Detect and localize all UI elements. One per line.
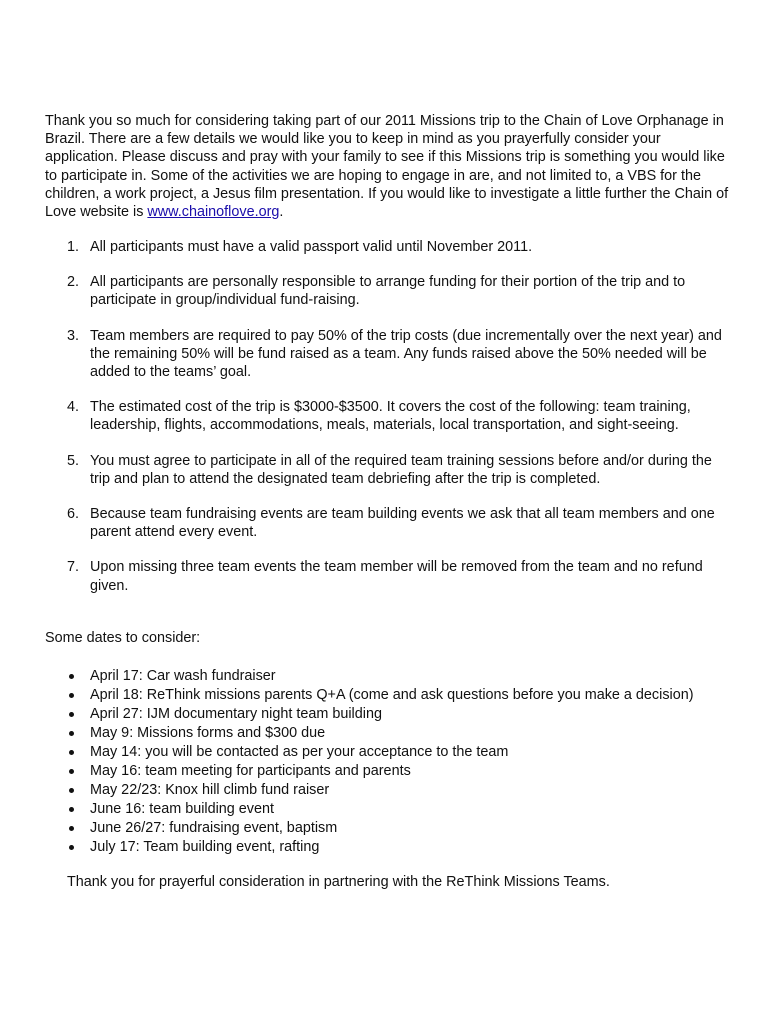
date-text: April 18: ReThink missions parents Q+A (come and ask questions before you make a decision) (90, 687, 694, 703)
date-text: May 9: Missions forms and $300 due (90, 725, 326, 741)
list-item (45, 800, 745, 819)
date-text: May 14: you will be contacted as per your acceptance to the team (90, 744, 509, 760)
item-number: 5. (67, 452, 80, 469)
closing-paragraph: Thank you for prayerful consideration in partnering with the ReThink Missions Teams. (67, 874, 610, 890)
item-number: 4. (67, 399, 80, 416)
list-item (45, 724, 745, 743)
list-item (45, 327, 735, 382)
item-text: All participants are personally responsible to arrange funding for their portion of the trip and to participate in group/individual fund-raising. (90, 274, 686, 309)
item-text: You must agree to participate in all of the required team training sessions before and/or during the trip and plan to attend the designated team debriefing after the trip is completed. (90, 452, 712, 487)
item-number: 1. (67, 239, 80, 255)
item-text: Team members are required to pay 50% of the trip costs (due incrementally over the next year) and the remaining 50% will be fund raised as a team. Any funds raised above the 50% needed will be added to the teams’ goal. (90, 327, 722, 381)
bullet-icon (69, 750, 74, 755)
list-item (45, 273, 735, 309)
bullet-icon (69, 769, 74, 774)
intro-text: Thank you so much for considering taking part of our 2011 Missions trip to the Chain of Love Orphanage in Brazil. There are a few details we would like you to keep in mind as you prayerfully consider your application. Please discuss and pray with your family to see if this Missions trip is something you would like to participate in. Some of the activities we are hoping to engage in are, and not limited to, a VBS for the children, a work project, a Jesus film presentation. If you would like to investigate a little further the Chain of Love website is (45, 113, 729, 221)
item-number: 6. (67, 506, 80, 523)
date-text: April 27: IJM documentary night team building (90, 706, 382, 722)
chain-of-love-link[interactable]: www.chainoflove.org (147, 204, 280, 221)
list-item (45, 505, 735, 541)
intro-paragraph (45, 112, 735, 221)
list-item (45, 686, 745, 705)
date-text: May 16: team meeting for participants and parents (90, 763, 411, 779)
list-item (45, 838, 745, 857)
bullet-icon (69, 788, 74, 793)
list-item (45, 762, 745, 781)
list-item (45, 743, 745, 762)
bullet-icon (69, 807, 74, 812)
bullet-icon (69, 731, 74, 736)
dates-heading: Some dates to consider: (45, 630, 201, 646)
item-text: Upon missing three team events the team member will be removed from the team and no refund given. (90, 559, 703, 594)
intro-text-end: . (279, 204, 284, 221)
bullet-icon (69, 826, 74, 831)
list-item (45, 398, 735, 434)
item-number: 7. (67, 559, 80, 576)
list-item (45, 558, 735, 594)
date-text: July 17: Team building event, rafting (90, 839, 320, 855)
bullet-icon (69, 693, 74, 698)
date-text: June 26/27: fundraising event, baptism (90, 820, 338, 836)
bullet-icon (69, 674, 74, 679)
date-text: June 16: team building event (90, 801, 275, 817)
item-text: The estimated cost of the trip is $3000-$3500. It covers the cost of the following: team training, leadership, flights, accommodations, meals, materials, local transportation, and sight-seeing. (90, 399, 691, 434)
requirements-list (45, 238, 735, 612)
bullet-icon (69, 845, 74, 850)
list-item (45, 819, 745, 838)
item-text: All participants must have a valid passport valid until November 2011. (90, 239, 533, 255)
item-number: 3. (67, 327, 80, 344)
date-text: April 17: Car wash fundraiser (90, 668, 276, 684)
list-item (45, 781, 745, 800)
list-item (45, 452, 735, 488)
item-text: Because team fundraising events are team building events we ask that all team members and one parent attend every event. (90, 506, 715, 541)
list-item (45, 705, 745, 724)
bullet-icon (69, 712, 74, 717)
list-item (45, 238, 735, 256)
list-item (45, 667, 745, 686)
item-number: 2. (67, 274, 80, 291)
date-text: May 22/23: Knox hill climb fund raiser (90, 782, 330, 798)
dates-list (45, 667, 745, 857)
